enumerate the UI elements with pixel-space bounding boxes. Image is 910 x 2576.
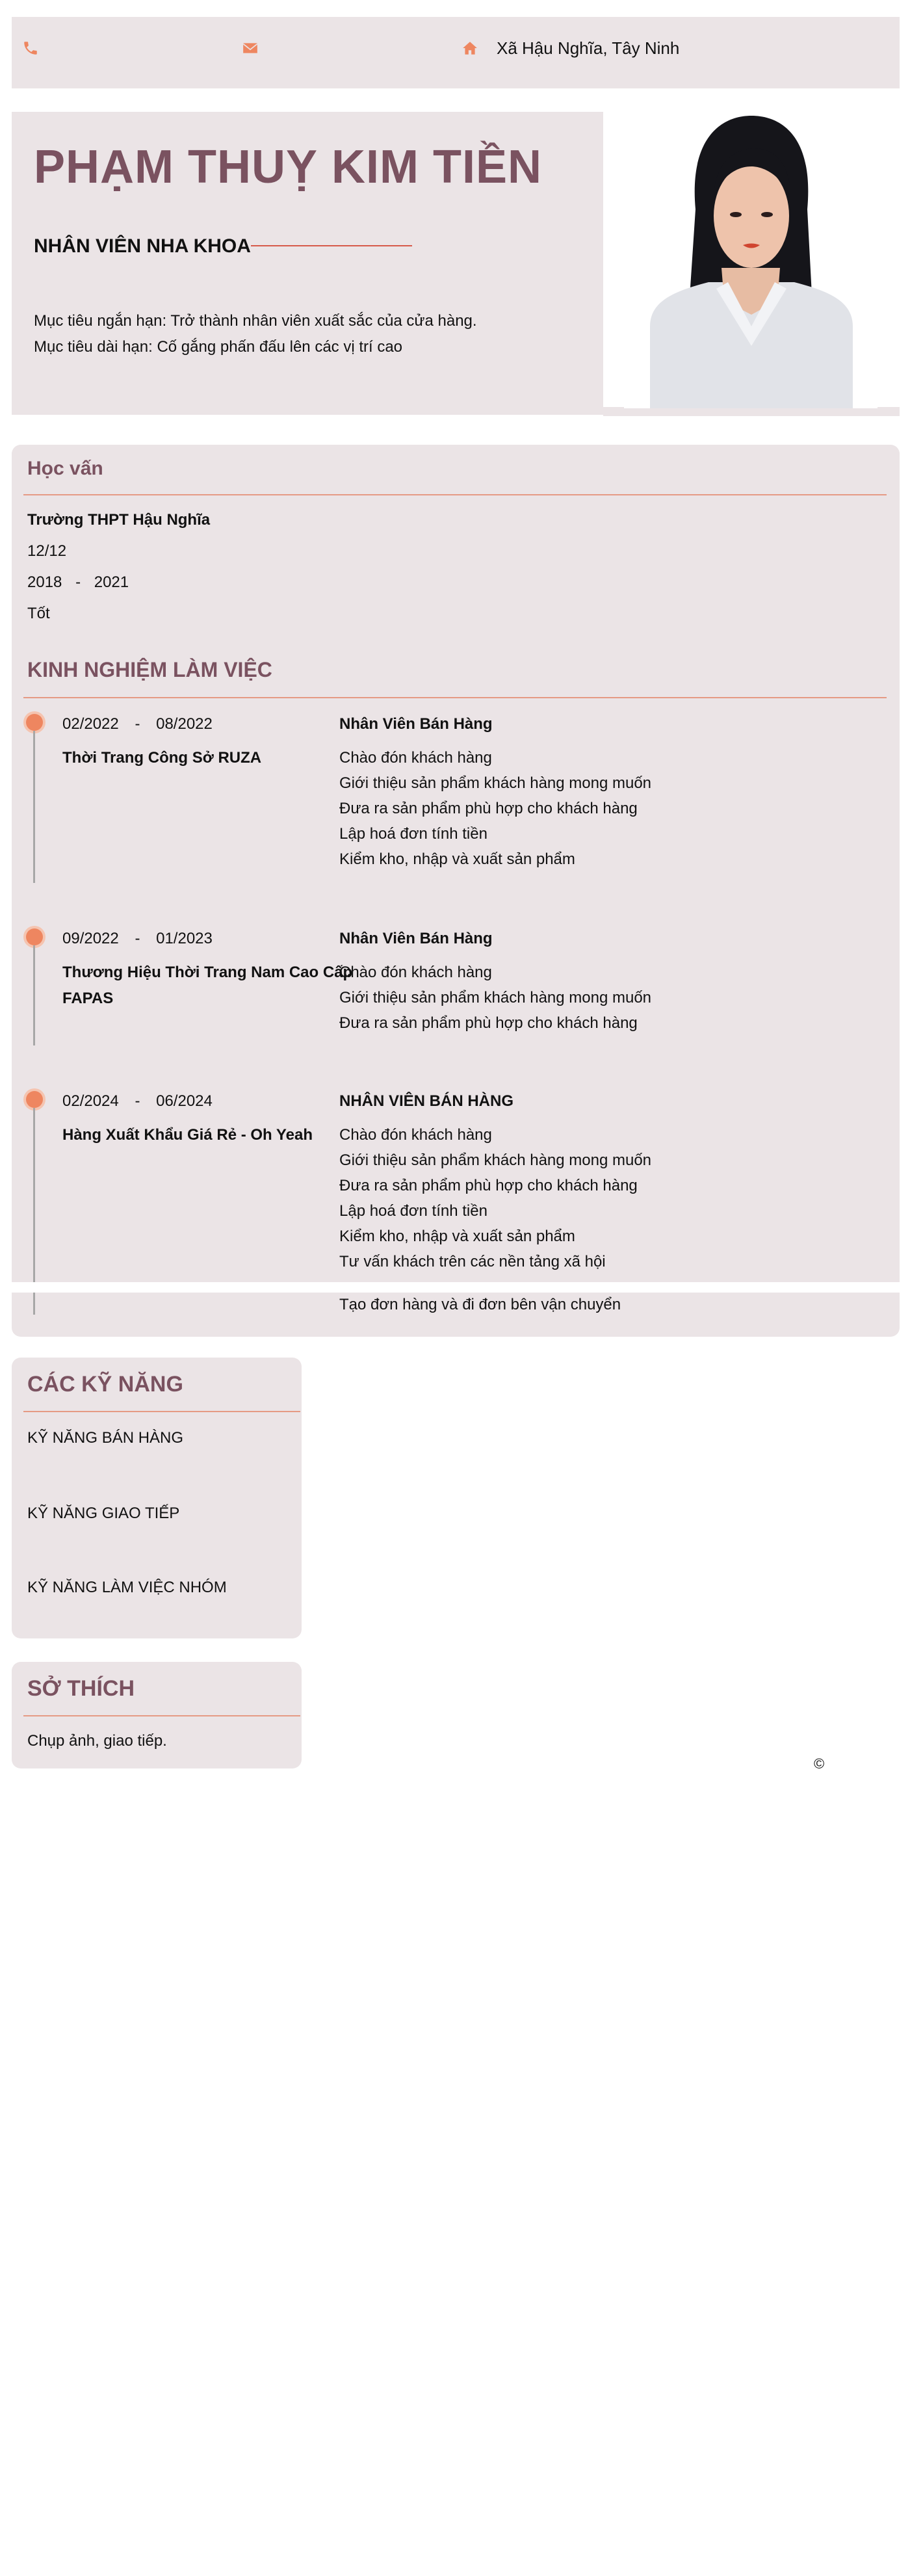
- job-dash: -: [135, 930, 140, 947]
- address-text: Xã Hậu Nghĩa, Tây Ninh: [497, 38, 680, 58]
- job-task: Kiểm kho, nhập và xuất sản phẩm: [339, 1228, 575, 1245]
- job-task: Lập hoá đơn tính tiền: [339, 825, 488, 843]
- skills-rule: [23, 1411, 300, 1412]
- timeline-line: [33, 731, 35, 883]
- job-end: 01/2023: [156, 930, 213, 947]
- job-position: Nhân Viên Bán Hàng: [339, 715, 493, 733]
- job-task: Đưa ra sản phẩm phù hợp cho khách hàng: [339, 1177, 638, 1194]
- job-position: NHÂN VIÊN BÁN HÀNG: [339, 1092, 514, 1110]
- phone-item: [22, 35, 39, 61]
- education-dash: -: [75, 573, 81, 591]
- education-end: 2021: [94, 573, 129, 591]
- job-company-line2: FAPAS: [62, 990, 114, 1007]
- job-end: 06/2024: [156, 1092, 213, 1110]
- timeline-line: [33, 945, 35, 1045]
- timeline-dot: [26, 714, 43, 731]
- contact-bar: [12, 17, 900, 88]
- hobbies-heading: SỞ THÍCH: [27, 1676, 135, 1701]
- skills-heading: CÁC KỸ NĂNG: [27, 1372, 183, 1397]
- phone-icon: [22, 40, 39, 57]
- job-company: Thời Trang Công Sở RUZA: [62, 749, 262, 767]
- hobbies-text: Chụp ảnh, giao tiếp.: [27, 1732, 167, 1750]
- education-rule: [23, 494, 887, 495]
- job-task: Giới thiệu sản phẩm khách hàng mong muốn: [339, 1151, 652, 1169]
- timeline-dot: [26, 1091, 43, 1108]
- job-start: 02/2022: [62, 715, 119, 733]
- job-task: Chào đón khách hàng: [339, 749, 492, 767]
- education-heading: Học vấn: [27, 458, 103, 479]
- job-company: Thương Hiệu Thời Trang Nam Cao Cấp: [62, 964, 353, 981]
- email-item: [242, 35, 259, 61]
- address-item: [462, 35, 679, 61]
- job-company: Hàng Xuất Khẩu Giá Rẻ - Oh Yeah: [62, 1126, 313, 1144]
- education-experience-card: [12, 445, 900, 1337]
- experience-heading: KINH NGHIỆM LÀM VIỆC: [27, 658, 272, 681]
- job-end: 08/2022: [156, 715, 213, 733]
- goal-short: Mục tiêu ngắn hạn: Trở thành nhân viên xuất sắc của cửa hàng.: [34, 312, 477, 330]
- skills-card: [12, 1358, 302, 1638]
- hobbies-rule: [23, 1715, 300, 1716]
- job-task: Tạo đơn hàng và đi đơn bên vận chuyển: [339, 1296, 621, 1313]
- skill-item: KỸ NĂNG LÀM VIỆC NHÓM: [27, 1579, 227, 1596]
- header-block: [12, 112, 603, 415]
- education-result: Tốt: [27, 605, 50, 622]
- goal-long: Mục tiêu dài hạn: Cố gắng phấn đấu lên các vị trí cao: [34, 338, 403, 356]
- copyright-mark: ©: [814, 1755, 825, 1772]
- job-dash: -: [135, 715, 140, 733]
- job-task: Chào đón khách hàng: [339, 964, 492, 981]
- title-underline: [251, 245, 412, 246]
- job-task: Lập hoá đơn tính tiền: [339, 1202, 488, 1220]
- skill-item: KỸ NĂNG GIAO TIẾP: [27, 1505, 180, 1522]
- page-break-gap: [12, 1282, 900, 1293]
- education-grade: 12/12: [27, 542, 67, 560]
- home-icon: [462, 40, 478, 57]
- job-title: NHÂN VIÊN NHA KHOA: [34, 235, 251, 257]
- education-start: 2018: [27, 573, 62, 591]
- timeline-dot: [26, 928, 43, 945]
- skill-item: KỸ NĂNG BÁN HÀNG: [27, 1429, 184, 1447]
- envelope-icon: [242, 40, 259, 57]
- job-task: Đưa ra sản phẩm phù hợp cho khách hàng: [339, 1014, 638, 1032]
- job-period: [62, 715, 213, 733]
- job-position: Nhân Viên Bán Hàng: [339, 930, 493, 947]
- job-task: Tư vấn khách trên các nền tảng xã hội: [339, 1253, 606, 1270]
- profile-photo: [624, 112, 878, 408]
- job-task: Chào đón khách hàng: [339, 1126, 492, 1144]
- job-dash: -: [135, 1092, 140, 1110]
- job-task: Giới thiệu sản phẩm khách hàng mong muốn: [339, 774, 652, 792]
- job-task: Kiểm kho, nhập và xuất sản phẩm: [339, 850, 575, 868]
- hobbies-card: [12, 1662, 302, 1768]
- experience-rule: [23, 697, 887, 698]
- school-name: Trường THPT Hậu Nghĩa: [27, 511, 211, 529]
- job-period: [62, 1092, 213, 1111]
- job-task: Đưa ra sản phẩm phù hợp cho khách hàng: [339, 800, 638, 817]
- job-period: [62, 930, 213, 948]
- header-tail: [603, 407, 900, 416]
- job-task: Giới thiệu sản phẩm khách hàng mong muốn: [339, 989, 652, 1006]
- education-period: [27, 573, 129, 592]
- job-start: 02/2024: [62, 1092, 119, 1110]
- candidate-name: PHẠM THUỴ KIM TIỀN: [34, 141, 542, 193]
- job-start: 09/2022: [62, 930, 119, 947]
